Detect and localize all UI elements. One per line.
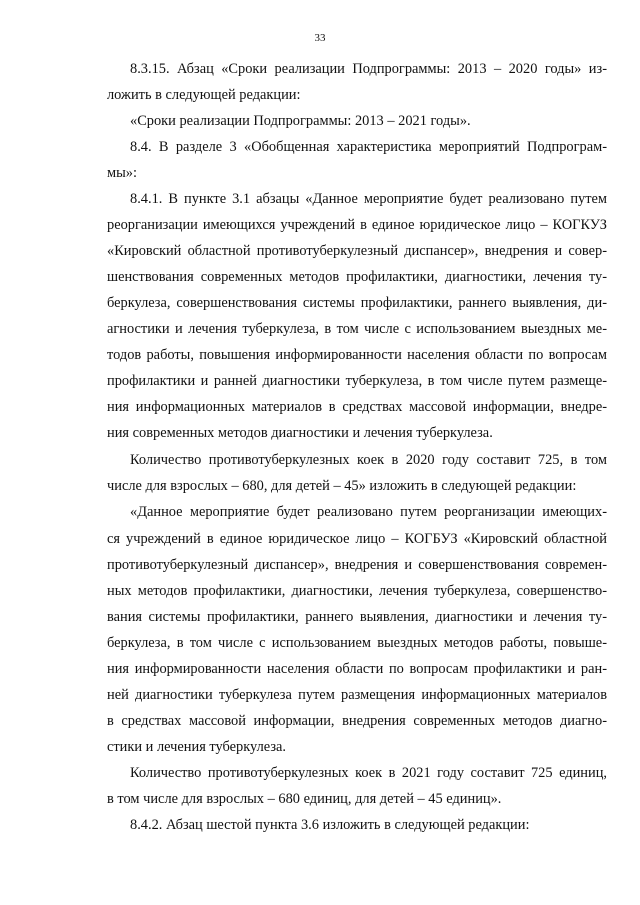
text-line: беркулеза, в том числе с использованием выездных методов работы, повыше-: [107, 635, 607, 651]
text-line: вания системы профилактики, раннего выявления, диагностики и лечения ту-: [107, 609, 607, 625]
text-line: мы»:: [107, 165, 137, 181]
text-line: числе для взрослых – 680, для детей – 45» изложить в следующей редакции:: [107, 478, 577, 494]
text-line: стики и лечения туберкулеза.: [107, 739, 287, 755]
text-line: реорганизации имеющихся учреждений в единое юридическое лицо – КОГКУЗ: [107, 217, 607, 233]
text-line: ния информированности населения области по вопросам профилактики и ран-: [107, 661, 607, 677]
text-line: противотуберкулезный диспансер», внедрения и совершенствования современ-: [107, 557, 607, 573]
text-line: ния современных методов диагностики и лечения туберкулеза.: [107, 425, 493, 441]
text-line: ных методов профилактики, диагностики, лечения туберкулеза, совершенство-: [107, 583, 607, 599]
text-line: «Кировский областной противотуберкулезный диспансер», внедрения и совер-: [107, 243, 607, 259]
text-line: 8.3.15. Абзац «Сроки реализации Подпрограммы: 2013 – 2020 годы» из-: [130, 61, 607, 77]
text-line: шенствования современных методов профилактики, диагностики, лечения ту-: [107, 269, 607, 285]
page-number: 33: [314, 32, 326, 44]
text-line: 8.4.1. В пункте 3.1 абзацы «Данное мероприятие будет реализовано путем: [130, 191, 607, 207]
text-line: 8.4. В разделе 3 «Обобщенная характеристика мероприятий Подпрограм-: [130, 139, 607, 155]
text-line: Количество противотуберкулезных коек в 2021 году составит 725 единиц,: [130, 765, 607, 781]
text-line: ся учреждений в единое юридическое лицо – КОГБУЗ «Кировский областной: [107, 531, 607, 547]
text-line: «Сроки реализации Подпрограммы: 2013 – 2021 годы».: [130, 113, 471, 129]
text-line: беркулеза, совершенствования системы профилактики, раннего выявления, ди-: [107, 295, 607, 311]
text-line: профилактики и ранней диагностики туберкулеза, в том числе путем размеще-: [107, 373, 607, 389]
text-line: агностики и лечения туберкулеза, в том числе с использованием выездных ме-: [107, 321, 607, 337]
text-line: тодов работы, повышения информированности населения области по вопросам: [107, 347, 607, 363]
text-line: Количество противотуберкулезных коек в 2020 году составит 725, в том: [130, 452, 607, 468]
text-line: ложить в следующей редакции:: [107, 87, 301, 103]
text-line: ния информационных материалов в средствах массовой информации, внедре-: [107, 399, 607, 415]
text-line: в том числе для взрослых – 680 единиц, для детей – 45 единиц».: [107, 791, 502, 807]
text-line: в средствах массовой информации, внедрения современных методов диагно-: [107, 713, 607, 729]
text-line: «Данное мероприятие будет реализовано путем реорганизации имеющих-: [130, 504, 607, 520]
text-line: 8.4.2. Абзац шестой пункта 3.6 изложить в следующей редакции:: [130, 817, 530, 833]
text-line: ней диагностики туберкулеза путем размещения информационных материалов: [107, 687, 607, 703]
